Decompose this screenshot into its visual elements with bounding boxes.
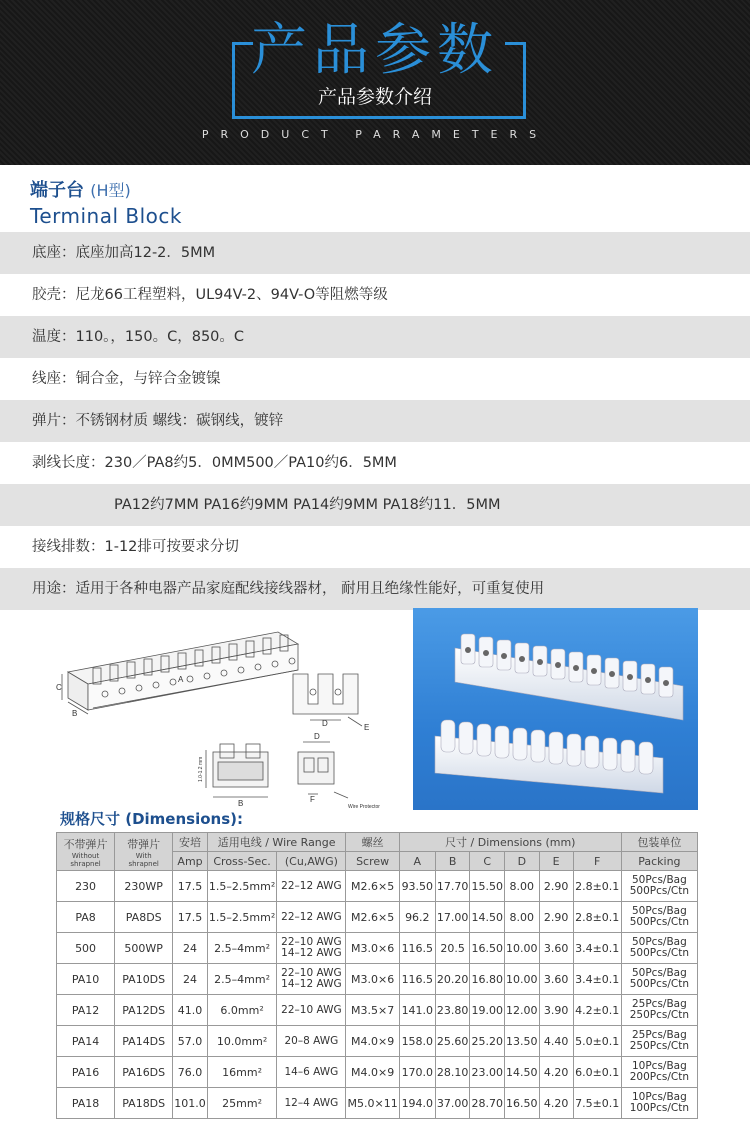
cell-d: 13.50 (505, 1026, 540, 1057)
cell-f: 2.8±0.1 (573, 871, 621, 902)
cell-a: 194.0 (399, 1088, 435, 1119)
product-name-cn: 端子台 (30, 180, 84, 201)
cell-packing-line: 500Pcs/Ctn (629, 947, 690, 959)
cell-with-shrapnel: PA14DS (115, 1026, 173, 1057)
cell-cross-sec: 10.0mm² (207, 1026, 276, 1057)
cell-b: 17.70 (435, 871, 470, 902)
cell-packing-line: 250Pcs/Ctn (629, 1009, 690, 1021)
cell-amp: 76.0 (173, 1057, 208, 1088)
drawing-label-d2: D (314, 732, 320, 741)
table-row (57, 1057, 698, 1088)
cell-c: 28.70 (470, 1088, 505, 1119)
cell-packing-line: 50Pcs/Bag (631, 905, 687, 917)
cell-b: 20.20 (435, 964, 470, 995)
cell-d: 14.50 (505, 1057, 540, 1088)
header-col-c: C (470, 852, 505, 871)
cell-a: 93.50 (399, 871, 435, 902)
cell-d: 10.00 (505, 933, 540, 964)
cell-screw: M5.0×11 (346, 1088, 399, 1119)
cell-amp: 17.5 (173, 902, 208, 933)
cell-screw: M4.0×9 (346, 1057, 399, 1088)
cell-awg (277, 933, 346, 964)
drawing-label-a: A (178, 675, 184, 684)
cell-with-shrapnel: PA10DS (115, 964, 173, 995)
cell-packing-line: 25Pcs/Bag (631, 998, 687, 1010)
cell-packing-line: 500Pcs/Ctn (629, 978, 690, 990)
spec-row-temperature: 温度：110。，150。C，850。C (0, 316, 750, 358)
header-awg: (Cu,AWG) (277, 852, 346, 871)
cell-packing (621, 871, 697, 902)
cell-b: 23.80 (435, 995, 470, 1026)
cell-packing-line: 50Pcs/Bag (631, 874, 687, 886)
dimensions-body (57, 871, 698, 1119)
cell-awg (277, 1057, 346, 1088)
cell-with-shrapnel: PA18DS (115, 1088, 173, 1119)
cell-packing-line: 50Pcs/Bag (631, 967, 687, 979)
cell-no-shrapnel: 500 (57, 933, 115, 964)
cell-e: 4.40 (539, 1026, 573, 1057)
cell-awg-line: 22–10 AWG (281, 936, 342, 948)
cell-packing-line: 50Pcs/Bag (631, 936, 687, 948)
cell-c: 19.00 (470, 995, 505, 1026)
table-row (57, 871, 698, 902)
table-row (57, 964, 698, 995)
cell-amp: 24 (173, 964, 208, 995)
drawing-label-c: C (56, 683, 62, 692)
technical-drawing (48, 612, 398, 812)
wire-protector-label: Wire Protector (348, 804, 380, 810)
cell-awg (277, 1026, 346, 1057)
cell-awg-line: 20–8 AWG (284, 1034, 339, 1047)
cell-awg (277, 995, 346, 1026)
cell-packing-line: 500Pcs/Ctn (629, 916, 690, 928)
cell-c: 15.50 (470, 871, 505, 902)
cell-awg-line: 22–12 AWG (281, 879, 342, 892)
table-row (57, 995, 698, 1026)
cell-no-shrapnel: PA10 (57, 964, 115, 995)
cell-with-shrapnel: 230WP (115, 871, 173, 902)
cell-screw: M3.0×6 (346, 964, 399, 995)
cell-no-shrapnel: PA16 (57, 1057, 115, 1088)
product-photo (413, 608, 698, 810)
cell-packing (621, 964, 697, 995)
header-col-e: E (539, 852, 573, 871)
header-col-d: D (505, 852, 540, 871)
spec-row-housing: 胶壳：尼龙66工程塑料，UL94V-2、94V-O等阻燃等级 (32, 287, 388, 303)
header-amp-cn: 安培 (173, 833, 208, 852)
cell-amp: 101.0 (173, 1088, 208, 1119)
cell-awg-line: 22–10 AWG (281, 967, 342, 979)
cell-packing (621, 1026, 697, 1057)
cell-b: 28.10 (435, 1057, 470, 1088)
cell-cross-sec: 6.0mm² (207, 995, 276, 1026)
cell-with-shrapnel: PA16DS (115, 1057, 173, 1088)
spec-row-spring: 弹片：不锈钢材质 螺线：碳钢线，镀锌 (0, 400, 750, 442)
cell-c: 14.50 (470, 902, 505, 933)
cell-awg (277, 964, 346, 995)
spec-row-usage: 用途：适用于各种电器产品家庭配线接线器材， 耐用且绝缘性能好，可重复使用 (0, 568, 750, 610)
cell-e: 2.90 (539, 871, 573, 902)
cell-f: 3.4±0.1 (573, 964, 621, 995)
cell-cross-sec: 2.5–4mm² (207, 964, 276, 995)
cell-awg-line: 22–12 AWG (281, 910, 342, 923)
table-row (57, 1026, 698, 1057)
cell-screw: M3.0×6 (346, 933, 399, 964)
cell-b: 17.00 (435, 902, 470, 933)
cell-e: 3.60 (539, 964, 573, 995)
cell-d: 8.00 (505, 902, 540, 933)
cell-awg-line: 14–12 AWG (281, 978, 342, 990)
cell-f: 2.8±0.1 (573, 902, 621, 933)
cell-c: 16.80 (470, 964, 505, 995)
header-cross-sec: Cross-Sec. (207, 852, 276, 871)
cell-no-shrapnel: PA14 (57, 1026, 115, 1057)
cell-no-shrapnel: PA8 (57, 902, 115, 933)
header-screw-cn: 螺丝 (346, 833, 399, 852)
cell-d: 8.00 (505, 871, 540, 902)
cell-d: 16.50 (505, 1088, 540, 1119)
header-col-b: B (435, 852, 470, 871)
cell-amp: 24 (173, 933, 208, 964)
cell-screw: M2.6×5 (346, 902, 399, 933)
cell-packing (621, 1088, 697, 1119)
cell-packing-line: 250Pcs/Ctn (629, 1040, 690, 1052)
cell-packing-line: 500Pcs/Ctn (629, 885, 690, 897)
header-with-shrapnel: 带弹片 With shrapnel (115, 833, 173, 871)
cell-packing (621, 902, 697, 933)
drawing-label-f: F (310, 795, 315, 804)
spec-row-strip-length-2: PA12约7MM PA16约9MM PA14约9MM PA18约11．5MM (0, 484, 750, 526)
header-dimensions: 尺寸 / Dimensions (mm) (399, 833, 621, 852)
cell-no-shrapnel: PA18 (57, 1088, 115, 1119)
cell-screw: M2.6×5 (346, 871, 399, 902)
cell-screw: M3.5×7 (346, 995, 399, 1026)
header-col-a: A (399, 852, 435, 871)
cell-cross-sec: 16mm² (207, 1057, 276, 1088)
product-title (30, 176, 182, 228)
cell-c: 16.50 (470, 933, 505, 964)
cell-packing-line: 25Pcs/Bag (631, 1029, 687, 1041)
cell-c: 23.00 (470, 1057, 505, 1088)
header-no-shrapnel: 不带弹片 Without shrapnel (57, 833, 115, 871)
cell-e: 2.90 (539, 902, 573, 933)
cell-no-shrapnel: 230 (57, 871, 115, 902)
cell-awg (277, 871, 346, 902)
header-screw-en: Screw (346, 852, 399, 871)
header-banner (0, 0, 750, 165)
cell-packing-line: 200Pcs/Ctn (629, 1071, 690, 1083)
cell-awg-line: 14–12 AWG (281, 947, 342, 959)
dimensions-table (56, 832, 698, 1119)
cell-cross-sec: 1.5–2.5mm² (207, 902, 276, 933)
cell-with-shrapnel: 500WP (115, 933, 173, 964)
cell-packing (621, 995, 697, 1026)
cell-amp: 57.0 (173, 1026, 208, 1057)
dimensions-title: 规格尺寸 (Dimensions): (60, 810, 243, 828)
drawing-dim-text: 1.0-1.2 mm (198, 756, 204, 782)
cell-packing (621, 933, 697, 964)
cell-c: 25.20 (470, 1026, 505, 1057)
header-col-f: F (573, 852, 621, 871)
cell-awg-line: 14–6 AWG (284, 1065, 339, 1078)
cell-a: 96.2 (399, 902, 435, 933)
cell-a: 116.5 (399, 964, 435, 995)
cell-with-shrapnel: PA12DS (115, 995, 173, 1026)
cell-packing-line: 10Pcs/Bag (631, 1091, 687, 1103)
product-name-en: Terminal Block (30, 204, 182, 228)
banner-title: 产品参数 (251, 18, 499, 83)
cell-a: 170.0 (399, 1057, 435, 1088)
cell-packing (621, 1057, 697, 1088)
header-wire-range: 适用电线 / Wire Range (207, 833, 346, 852)
cell-awg (277, 1088, 346, 1119)
header-packing-en: Packing (621, 852, 697, 871)
cell-e: 4.20 (539, 1057, 573, 1088)
cell-no-shrapnel: PA12 (57, 995, 115, 1026)
cell-b: 20.5 (435, 933, 470, 964)
cell-with-shrapnel: PA8DS (115, 902, 173, 933)
spec-row-wire-seat: 线座：铜合金，与锌合金镀镍 (32, 371, 221, 387)
spec-row-strip-length: 剥线长度：230／PA8约5．0MM500／PA10约6．5MM (32, 455, 397, 471)
cell-d: 10.00 (505, 964, 540, 995)
cell-f: 5.0±0.1 (573, 1026, 621, 1057)
cell-cross-sec: 1.5–2.5mm² (207, 871, 276, 902)
cell-a: 141.0 (399, 995, 435, 1026)
cell-e: 3.60 (539, 933, 573, 964)
cell-a: 158.0 (399, 1026, 435, 1057)
cell-awg (277, 902, 346, 933)
cell-amp: 41.0 (173, 995, 208, 1026)
table-row (57, 1088, 698, 1119)
header-packing-cn: 包装单位 (621, 833, 697, 852)
cell-a: 116.5 (399, 933, 435, 964)
cell-cross-sec: 25mm² (207, 1088, 276, 1119)
cell-b: 37.00 (435, 1088, 470, 1119)
cell-screw: M4.0×9 (346, 1026, 399, 1057)
cell-b: 25.60 (435, 1026, 470, 1057)
cell-awg-line: 22–10 AWG (281, 1003, 342, 1016)
spec-row-base: 底座：底座加高12-2．5MM (0, 232, 750, 274)
drawing-label-d: D (322, 719, 328, 728)
cell-packing-line: 10Pcs/Bag (631, 1060, 687, 1072)
product-type-cn: (H型) (90, 181, 131, 200)
cell-e: 4.20 (539, 1088, 573, 1119)
cell-f: 6.0±0.1 (573, 1057, 621, 1088)
banner-english: PRODUCT PARAMETERS (201, 128, 549, 141)
drawing-label-b: B (72, 709, 78, 718)
cell-cross-sec: 2.5–4mm² (207, 933, 276, 964)
header-amp-en: Amp (173, 852, 208, 871)
cell-d: 12.00 (505, 995, 540, 1026)
cell-f: 3.4±0.1 (573, 933, 621, 964)
banner-subtitle: 产品参数介绍 (317, 86, 432, 108)
cell-awg-line: 12–4 AWG (284, 1096, 339, 1109)
cell-e: 3.90 (539, 995, 573, 1026)
drawing-label-b2: B (238, 799, 244, 808)
drawing-label-e: E (364, 723, 370, 732)
cell-amp: 17.5 (173, 871, 208, 902)
cell-f: 7.5±0.1 (573, 1088, 621, 1119)
table-row (57, 902, 698, 933)
table-row (57, 933, 698, 964)
cell-packing-line: 100Pcs/Ctn (629, 1102, 690, 1114)
cell-f: 4.2±0.1 (573, 995, 621, 1026)
spec-row-rows: 接线排数：1-12排可按要求分切 (32, 539, 239, 555)
